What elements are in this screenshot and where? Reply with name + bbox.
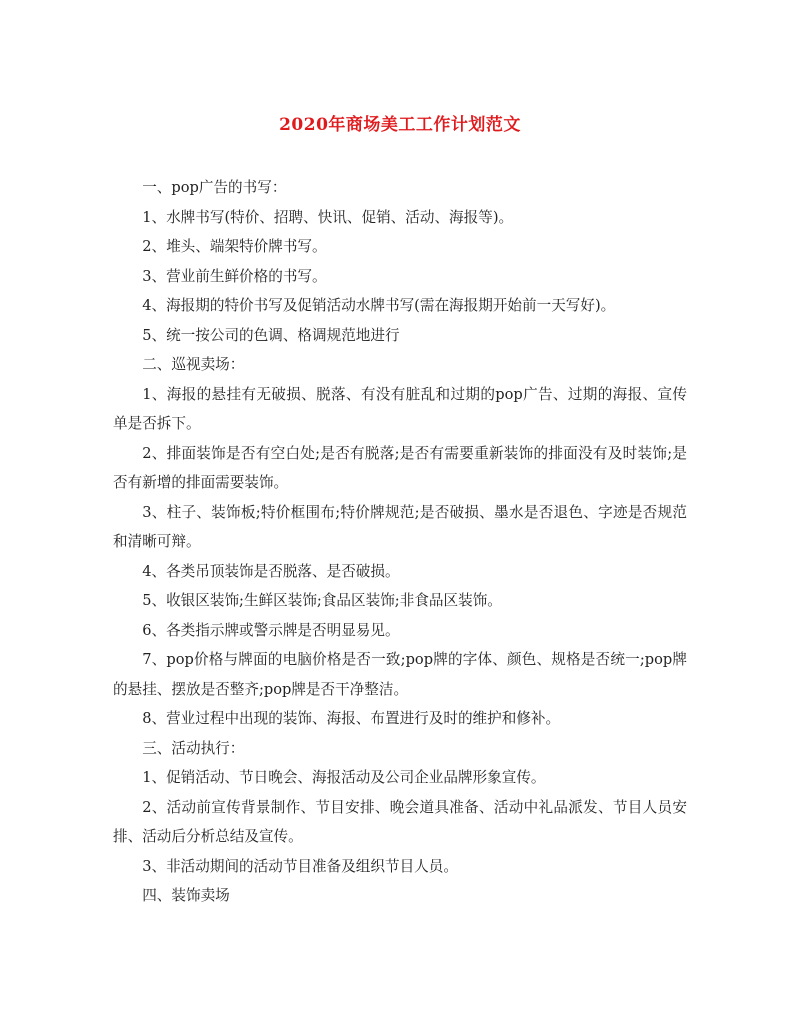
paragraph: 2、活动前宣传背景制作、节目安排、晚会道具准备、活动中礼品派发、节目人员安排、活动后分析总结及宣传。	[113, 798, 687, 845]
paragraph: 4、海报期的特价书写及促销活动水牌书写(需在海报期开始前一天写好)。	[142, 297, 616, 314]
paragraph: 5、收银区装饰;生鲜区装饰;食品区装饰;非食品区装饰。	[142, 592, 502, 609]
document-body	[113, 173, 687, 911]
paragraph: 1、促销活动、节日晚会、海报活动及公司企业品牌形象宣传。	[142, 769, 546, 786]
section-heading-decoration: 四、装饰卖场	[142, 887, 230, 904]
paragraph: 3、柱子、装饰板;特价框围布;特价牌规范;是否破损、墨水是否退色、字迹是否规范和清晰可辩。	[113, 503, 687, 550]
paragraph: 6、各类指示牌或警示牌是否明显易见。	[142, 621, 400, 639]
paragraph: 4、各类吊顶装饰是否脱落、是否破损。	[142, 562, 400, 580]
paragraph: 7、pop价格与牌面的电脑价格是否一致;pop牌的字体、颜色、规格是否统一;pop牌的悬挂、摆放是否整齐;pop牌是否干净整洁。	[113, 651, 687, 698]
section-heading-pop: 一、pop广告的书写：	[142, 179, 287, 196]
paragraph: 5、统一按公司的色调、格调规范地进行	[142, 326, 400, 344]
document-title: 2020年商场美工工作计划范文	[279, 115, 521, 135]
paragraph: 2、排面装饰是否有空白处;是否有脱落;是否有需要重新装饰的排面没有及时装饰;是否有新增的排面需要装饰。	[113, 444, 687, 491]
paragraph: 2、堆头、端架特价牌书写。	[142, 238, 327, 255]
paragraph: 1、海报的悬挂有无破损、脱落、有没有脏乱和过期的pop广告、过期的海报、宣传单是否拆下。	[113, 385, 687, 432]
paragraph: 3、非活动期间的活动节目准备及组织节目人员。	[142, 857, 458, 875]
paragraph: 8、营业过程中出现的装饰、海报、布置进行及时的维护和修补。	[142, 710, 561, 727]
section-heading-patrol: 二、巡视卖场：	[142, 356, 245, 373]
paragraph: 1、水牌书写(特价、招聘、快讯、促销、活动、海报等)。	[142, 208, 514, 226]
section-heading-activity: 三、活动执行：	[142, 739, 245, 757]
paragraph: 3、营业前生鲜价格的书写。	[142, 267, 327, 285]
